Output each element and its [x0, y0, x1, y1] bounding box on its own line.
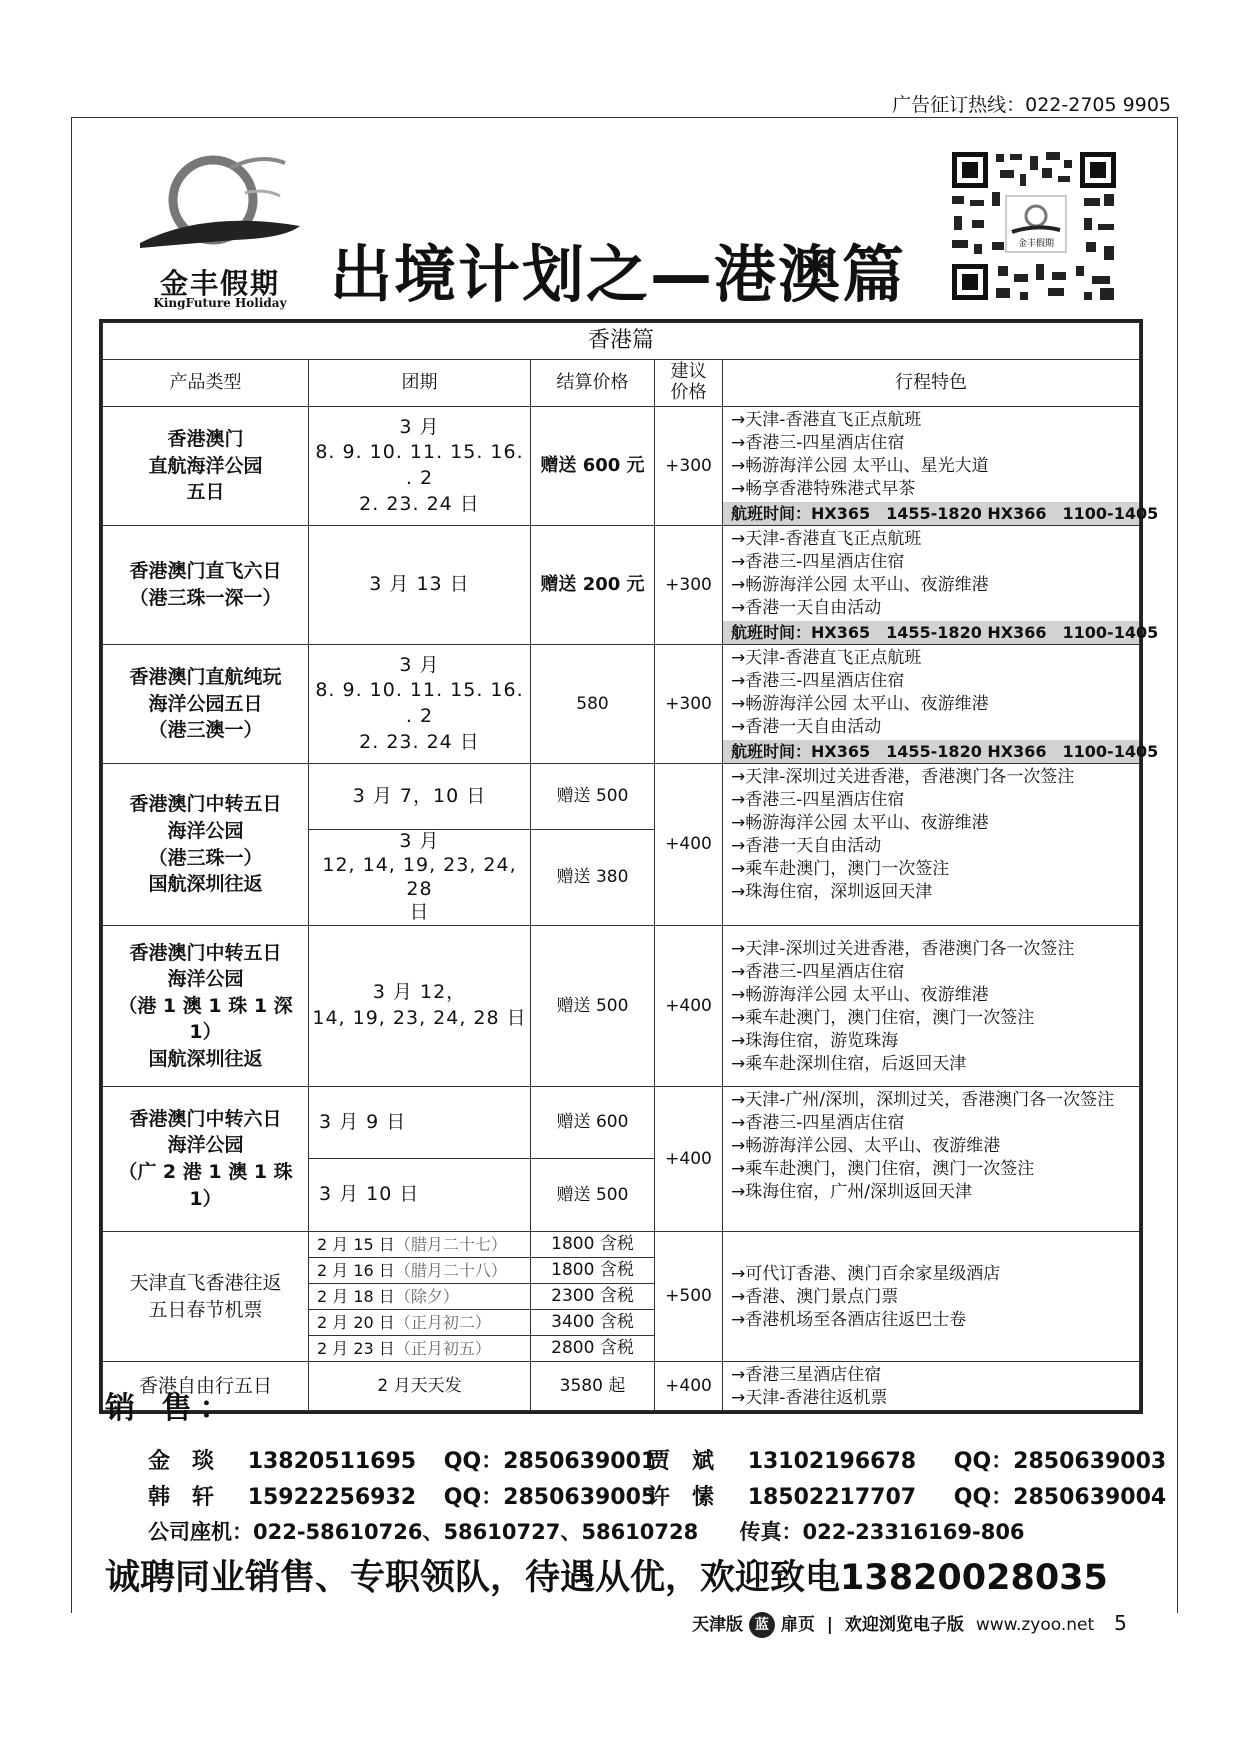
suggest-price: +300	[655, 645, 723, 764]
table-row	[103, 926, 1140, 1087]
company-phone: 公司座机：022-58610726、58610727、58610728 传真：022-23316169-806	[148, 1520, 1025, 1544]
page-title: 出境计划之—港澳篇	[330, 238, 907, 311]
suggest-price: +300	[655, 526, 723, 645]
features: →天津-香港直飞正点航班 →香港三-四星酒店住宿 →畅游海洋公园 太平山、星光大道 →畅享香港特殊港式早茶 航班时间：HX365 1455-1820 HX366 1100-1405	[723, 407, 1140, 526]
settle-price: 赠送 380	[531, 830, 655, 926]
company-logo	[135, 148, 305, 313]
tour-dates: 3 月 12， 14, 19, 23, 24, 28 日	[309, 926, 531, 1087]
suggest-price: +400	[655, 926, 723, 1087]
tour-dates: 3 月 13 日	[309, 526, 531, 645]
tour-dates: 3 月 8. 9. 10. 11. 15. 16. . 2 2. 23. 24 日	[309, 645, 531, 764]
suggest-price: +500	[655, 1232, 723, 1362]
table-row	[103, 645, 1140, 764]
header-features: 行程特色	[723, 360, 1140, 407]
sales-title: 销 售：	[105, 1391, 238, 1426]
features: →可代订香港、澳门百余家星级酒店 →香港、澳门景点门票 →香港机场至各酒店往返巴士卷	[723, 1232, 1140, 1362]
table-row	[103, 1087, 1140, 1159]
tour-table	[99, 319, 1159, 1414]
website-link: www.zyoo.net	[975, 1615, 1095, 1635]
product-name: 天津直飞香港往返 五日春节机票	[103, 1232, 309, 1362]
flight-time: 航班时间：HX365 1455-1820 HX366 1100-1405	[723, 621, 1139, 644]
settle-price: 3580 起	[531, 1362, 655, 1411]
product-name: 香港自由行五日	[103, 1362, 309, 1411]
features: →天津-广州/深圳，深圳过关，香港澳门各一次签注 →香港三-四星酒店住宿 →畅游海洋公园、太平山、夜游维港 →乘车赴澳门，澳门住宿，澳门一次签注 →珠海住宿，广州/深圳返回天津	[723, 1087, 1140, 1232]
ticket-price: 2800 含税	[531, 1336, 655, 1362]
features: →天津-香港直飞正点航班 →香港三-四星酒店住宿 →畅游海洋公园 太平山、夜游维港 →香港一天自由活动 航班时间：HX365 1455-1820 HX366 1100-1405	[723, 526, 1140, 645]
settle-price: 赠送 600	[531, 1087, 655, 1159]
suggest-price: +400	[655, 764, 723, 926]
flight-time: 航班时间：HX365 1455-1820 HX366 1100-1405	[723, 740, 1139, 763]
suggest-price: +400	[655, 1362, 723, 1411]
settle-price: 赠送 200 元	[531, 526, 655, 645]
table-row	[103, 526, 1140, 645]
tour-dates: 3 月 9 日	[309, 1087, 531, 1159]
tour-dates: 3 月 10 日	[309, 1159, 531, 1232]
tour-dates: 2 月天天发	[309, 1362, 531, 1411]
features: →香港三星酒店住宿 →天津-香港往返机票	[723, 1362, 1140, 1411]
ticket-price: 2300 含税	[531, 1284, 655, 1310]
flight-time: 航班时间：HX365 1455-1820 HX366 1100-1405	[723, 502, 1139, 525]
sales-person: 贾 斌 13102196678 QQ：2850639003	[648, 1449, 1167, 1474]
edition-badge: 蓝	[749, 1612, 775, 1638]
product-name: 香港澳门中转五日 海洋公园 （港 1 澳 1 珠 1 深 1） 国航深圳往返	[103, 926, 309, 1087]
qr-code	[944, 146, 1124, 306]
features: →天津-深圳过关进香港，香港澳门各一次签注 →香港三-四星酒店住宿 →畅游海洋公园 太平山、夜游维港 →香港一天自由活动 →乘车赴澳门，澳门一次签注 →珠海住宿，深圳返回天津	[723, 764, 1140, 926]
product-name: 香港澳门 直航海洋公园 五日	[103, 407, 309, 526]
recruit-notice: 诚聘同业销售、专职领队，待遇从优，欢迎致电13820028035	[105, 1558, 1108, 1598]
ticket-date: 2 月 16 日（腊月二十八）	[309, 1258, 531, 1284]
ticket-date: 2 月 15 日（腊月二十七）	[309, 1232, 531, 1258]
product-name: 香港澳门中转五日 海洋公园 （港三珠一） 国航深圳往返	[103, 764, 309, 926]
tour-dates: 3 月 12, 14, 19, 23, 24, 28 日	[309, 830, 531, 926]
table-row	[103, 1232, 1140, 1258]
settle-price: 赠送 600 元	[531, 407, 655, 526]
product-name: 香港澳门直飞六日 （港三珠一深一）	[103, 526, 309, 645]
section-title: 香港篇	[103, 323, 1140, 360]
sales-section	[105, 1383, 1165, 1427]
ad-hotline: 广告征订热线：022-2705 9905	[892, 94, 1171, 116]
settle-price: 赠送 500	[531, 1159, 655, 1232]
ticket-date: 2 月 20 日（正月初二）	[309, 1310, 531, 1336]
header-product: 产品类型	[103, 360, 309, 407]
company-fax: 传真：022-23316169-806	[739, 1520, 1025, 1544]
table-row	[103, 764, 1140, 830]
logo-en: KingFuture Holiday	[153, 296, 287, 310]
sales-person: 韩 轩 15922256932 QQ：2850639005	[148, 1485, 657, 1510]
ticket-price: 1800 含税	[531, 1232, 655, 1258]
sales-person: 许 愫 18502217707 QQ：2850639004	[648, 1485, 1167, 1510]
page-number: 5	[1114, 1611, 1127, 1635]
page-footer: 天津版 蓝 扉页 | 欢迎浏览电子版 www.zyoo.net 5	[692, 1610, 1127, 1638]
product-name: 香港澳门直航纯玩 海洋公园五日 （港三澳一）	[103, 645, 309, 764]
ticket-price: 3400 含税	[531, 1310, 655, 1336]
settle-price: 赠送 500	[531, 764, 655, 830]
ticket-price: 1800 含税	[531, 1258, 655, 1284]
settle-price: 赠送 500	[531, 926, 655, 1087]
features: →天津-深圳过关进香港，香港澳门各一次签注 →香港三-四星酒店住宿 →畅游海洋公园 太平山、夜游维港 →乘车赴澳门，澳门住宿，澳门一次签注 →珠海住宿，游览珠海 →乘车赴深圳住宿，后返回天津	[723, 926, 1140, 1087]
settle-price: 580	[531, 645, 655, 764]
suggest-price: +300	[655, 407, 723, 526]
product-name: 香港澳门中转六日 海洋公园 （广 2 港 1 澳 1 珠 1）	[103, 1087, 309, 1232]
logo-cn: 金丰假期	[159, 267, 280, 300]
features: →天津-香港直飞正点航班 →香港三-四星酒店住宿 →畅游海洋公园 太平山、夜游维港 →香港一天自由活动 航班时间：HX365 1455-1820 HX366 1100-1405	[723, 645, 1140, 764]
qr-logo-text: 金丰假期	[1017, 239, 1055, 249]
tour-dates: 3 月 8. 9. 10. 11. 15. 16. . 2 2. 23. 24 日	[309, 407, 531, 526]
ticket-date: 2 月 18 日（除夕）	[309, 1284, 531, 1310]
header-price: 结算价格	[531, 360, 655, 407]
ticket-date: 2 月 23 日（正月初五）	[309, 1336, 531, 1362]
header-suggest: 建议 价格	[655, 360, 723, 407]
header-dates: 团期	[309, 360, 531, 407]
table-row	[103, 407, 1140, 526]
suggest-price: +400	[655, 1087, 723, 1232]
tour-dates: 3 月 7，10 日	[309, 764, 531, 830]
logo-emblem	[135, 148, 305, 263]
sales-person: 金 琰 13820511695 QQ：2850639001	[148, 1449, 657, 1474]
